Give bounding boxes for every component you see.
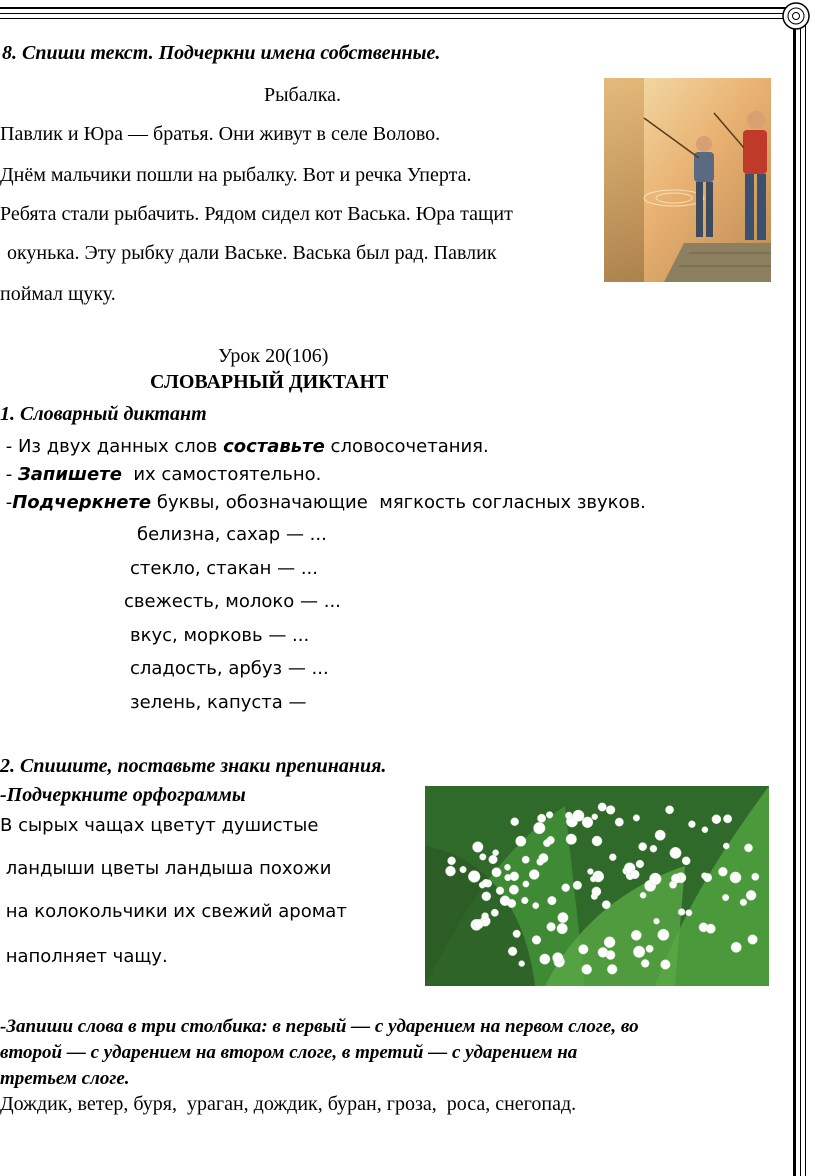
flower-bell xyxy=(666,806,674,814)
task2-line: наполняет чащу. xyxy=(0,946,168,967)
task3-heading-line: второй — с ударением на втором слоге, в третий — с ударением на xyxy=(0,1042,578,1063)
word-pair: белизна, сахар — ... xyxy=(137,524,327,545)
flower-bell xyxy=(598,803,606,811)
flower-bell xyxy=(686,910,692,916)
flower-bell xyxy=(706,924,715,933)
frame-top-line xyxy=(0,7,790,9)
flower-bell xyxy=(566,834,577,845)
flower-bell xyxy=(548,896,557,905)
flower-bell xyxy=(740,899,747,906)
frame-top-line-inner2 xyxy=(0,18,790,19)
flower-bell xyxy=(631,930,641,940)
flower-bell xyxy=(543,839,550,846)
flower-bell xyxy=(640,892,646,898)
story-title: Рыбалка. xyxy=(264,84,342,106)
flower-bell xyxy=(646,945,653,952)
flower-bell xyxy=(565,812,572,819)
instruction-text: - Из двух данных слов xyxy=(0,436,224,457)
task1-heading: 1. Словарный диктант xyxy=(0,403,207,425)
task3-heading-line: третьем слоге. xyxy=(0,1068,130,1089)
flower-bell xyxy=(654,918,660,924)
lesson-title: СЛОВАРНЫЙ ДИКТАНТ xyxy=(150,371,389,393)
word-pair: сладость, арбуз — ... xyxy=(130,658,329,679)
instruction-emphasis: Запишете xyxy=(17,464,122,485)
instruction-text: буквы, обозначающие мягкость согласных звуков. xyxy=(151,492,646,513)
flower-bell xyxy=(504,864,510,870)
flower-bell xyxy=(669,881,676,888)
word-pair: стекло, стакан — ... xyxy=(130,558,318,579)
flower-bell xyxy=(474,919,484,929)
instruction-text: словосочетания. xyxy=(324,436,489,457)
task2-line: на колокольчики их свежий аромат xyxy=(0,901,347,922)
boys-fishing-painting-icon xyxy=(604,78,771,282)
flower-bell xyxy=(636,860,644,868)
flower-bell xyxy=(521,897,528,904)
task1-instruction xyxy=(0,464,321,485)
flower-bell xyxy=(573,881,582,890)
flower-bell xyxy=(558,912,568,922)
flower-bell xyxy=(491,909,498,916)
flower-bell xyxy=(468,871,480,883)
flower-bell xyxy=(557,923,568,934)
flower-bell xyxy=(670,847,681,858)
flower-bell xyxy=(650,845,657,852)
flower-bell xyxy=(641,959,649,967)
flower-bell xyxy=(482,913,489,920)
flower-bell xyxy=(511,818,519,826)
flower-bell xyxy=(606,806,615,815)
flower-bell xyxy=(722,894,729,901)
word-pair: вкус, морковь — ... xyxy=(130,625,310,646)
story-line: поймал щуку. xyxy=(0,283,116,305)
flower-bell xyxy=(631,870,640,879)
flower-bell xyxy=(489,855,498,864)
flower-bell xyxy=(702,827,708,833)
flower-bell xyxy=(446,866,456,876)
lily-of-the-valley-image xyxy=(425,786,769,986)
flower-bell xyxy=(533,902,539,908)
task1-instruction xyxy=(0,492,646,513)
flower-bell xyxy=(582,817,593,828)
flower-bell xyxy=(718,867,727,876)
fishing-boys-image xyxy=(604,78,771,282)
word-pair: зелень, капуста — xyxy=(130,692,307,713)
flower-bell xyxy=(540,954,550,964)
flower-bell xyxy=(532,936,541,945)
word-pair: свежесть, молоко — ... xyxy=(124,591,341,612)
frame-right-line xyxy=(793,18,796,1176)
flower-bell xyxy=(723,815,731,823)
flower-bell xyxy=(473,842,484,853)
instruction-text: - xyxy=(0,492,13,513)
flower-bell xyxy=(748,935,758,945)
story-line: Ребята стали рыбачить. Рядом сидел кот Васька. Юра тащит xyxy=(0,203,513,225)
flower-bell xyxy=(655,830,665,840)
flower-bell xyxy=(546,812,553,819)
flower-bell xyxy=(492,868,501,877)
flower-bell xyxy=(508,947,517,956)
instruction-emphasis: составьте xyxy=(223,436,325,457)
story-line: окунька. Эту рыбку дали Ваське. Васька был рад. Павлик xyxy=(2,242,497,264)
flower-bell xyxy=(639,843,647,851)
flower-bell xyxy=(513,930,521,938)
flower-bell xyxy=(609,854,616,861)
flower-bell xyxy=(633,815,640,822)
flower-bell xyxy=(723,843,729,849)
flower-bell xyxy=(712,815,721,824)
flower-bell xyxy=(746,890,756,900)
flower-bell xyxy=(537,814,545,822)
flower-bell xyxy=(592,814,598,820)
flower-bell xyxy=(682,857,690,865)
flower-bell xyxy=(633,946,645,958)
flower-bell xyxy=(661,960,671,970)
instruction-text: - xyxy=(0,464,18,485)
flower-bell xyxy=(587,869,593,875)
task3-words: Дождик, ветер, буря, ураган, дождик, буран, гроза, роса, снегопад. xyxy=(0,1093,577,1115)
flower-bell xyxy=(522,856,529,863)
flower-bell xyxy=(460,866,467,873)
flower-bell xyxy=(553,953,564,964)
flower-bell xyxy=(602,901,610,909)
flower-bell xyxy=(523,881,529,887)
flower-bell xyxy=(534,822,546,834)
flower-bell xyxy=(592,836,602,846)
flower-bell xyxy=(482,879,490,887)
flower-bell xyxy=(752,873,759,880)
flower-bell xyxy=(598,947,608,957)
flower-bell xyxy=(730,872,741,883)
flower-bell xyxy=(615,818,623,826)
flower-bell xyxy=(731,942,741,952)
flower-bell xyxy=(448,857,456,865)
task2-line: В сырых чащах цветут душистые xyxy=(0,815,319,836)
instruction-emphasis: Подчеркнете xyxy=(12,492,152,513)
flower-bell xyxy=(510,872,519,881)
flower-bell xyxy=(582,964,592,974)
frame-top-line-inner xyxy=(0,13,790,14)
lily-of-the-valley-photo-icon xyxy=(425,786,769,986)
flower-bell xyxy=(658,929,669,940)
flower-bell xyxy=(482,892,491,901)
story-line: Павлик и Юра — братья. Они живут в селе Волово. xyxy=(0,123,441,145)
flower-bell xyxy=(500,896,510,906)
flower-bell xyxy=(496,887,504,895)
flower-bell xyxy=(604,937,615,948)
flower-bell xyxy=(519,961,525,967)
task2-subheading: -Подчеркните орфограммы xyxy=(0,784,246,806)
task3-heading-line: -Запиши слова в три столбика: в первый — с ударением на первом слоге, во xyxy=(0,1016,639,1037)
flower-bell xyxy=(516,836,526,846)
flower-bell xyxy=(529,870,539,880)
flower-bell xyxy=(579,945,589,955)
flower-bell xyxy=(678,909,685,916)
exercise8-heading: 8. Спиши текст. Подчеркни имена собственные. xyxy=(2,42,441,64)
frame-right-line-inner2 xyxy=(805,18,806,1176)
flower-bell xyxy=(505,874,512,881)
flower-bell xyxy=(607,964,617,974)
task2-heading: 2. Спишите, поставьте знаки препинания. xyxy=(0,755,387,777)
flower-bell xyxy=(592,887,601,896)
frame-right-line-inner xyxy=(800,18,801,1176)
flower-bell xyxy=(509,885,518,894)
flower-bell xyxy=(744,844,752,852)
story-line: Днём мальчики пошли на рыбалку. Вот и речка Уперта. xyxy=(0,164,472,186)
flower-bell xyxy=(539,853,548,862)
flower-bell xyxy=(480,854,487,861)
task1-instruction xyxy=(0,436,489,457)
flower-bell xyxy=(493,850,499,856)
lesson-number: Урок 20(106) xyxy=(218,345,329,367)
frame-corner-ornament-icon xyxy=(776,0,816,34)
flower-bell xyxy=(701,873,707,879)
flower-bell xyxy=(649,873,661,885)
flower-bell xyxy=(573,810,584,821)
task2-line: ландыши цветы ландыша похожи xyxy=(0,858,332,879)
flower-bell xyxy=(688,821,695,828)
flower-bell xyxy=(590,876,596,882)
instruction-text: их самостоятельно. xyxy=(121,464,322,485)
flower-bell xyxy=(562,884,570,892)
flower-bell xyxy=(547,922,556,931)
